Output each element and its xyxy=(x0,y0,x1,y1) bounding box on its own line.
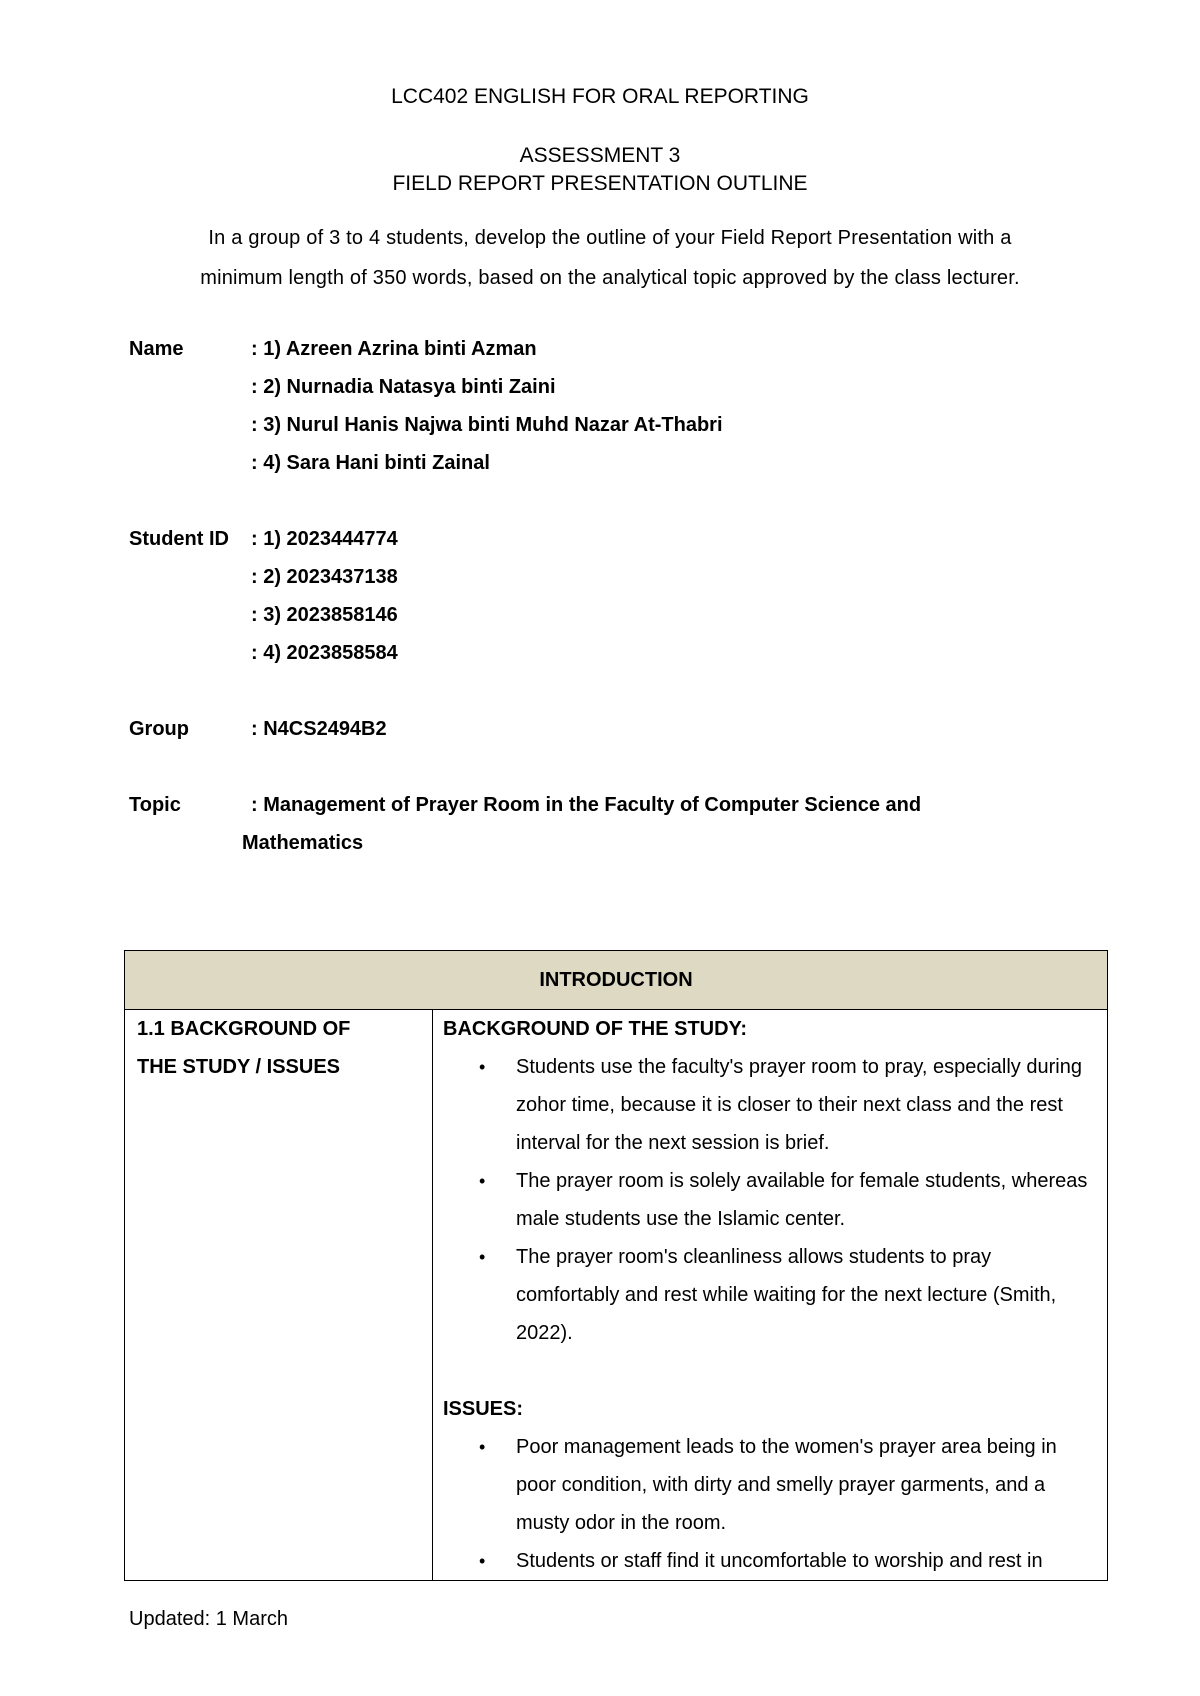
table-header-introduction: INTRODUCTION xyxy=(125,951,1108,1010)
section-label-line-1: 1.1 BACKGROUND OF xyxy=(137,1018,351,1040)
outline-title: FIELD REPORT PRESENTATION OUTLINE xyxy=(392,172,808,195)
student-id-values xyxy=(251,520,398,672)
student-id-value: : 3) 2023858146 xyxy=(251,604,398,626)
list-item-text: Students use the faculty's prayer room to pray, especially during zohor time, because it is closer to their next class and the rest interval for the next session is brief. xyxy=(516,1056,1082,1154)
section-content-cell xyxy=(433,1010,1108,1581)
topic-line-1: : Management of Prayer Room in the Faculty of Computer Science and xyxy=(251,794,922,816)
section-label-line-2: THE STUDY / ISSUES xyxy=(137,1056,341,1078)
spacer xyxy=(443,1352,1097,1390)
name-values xyxy=(251,330,723,482)
group-label: Group xyxy=(129,718,189,740)
name-label: Name xyxy=(129,338,184,360)
group-value: : N4CS2494B2 xyxy=(251,718,387,740)
issues-list xyxy=(443,1428,1097,1580)
table-row xyxy=(125,1010,1108,1581)
name-value: : 1) Azreen Azrina binti Azman xyxy=(251,338,537,360)
issues-heading: ISSUES: xyxy=(443,1398,524,1420)
list-item-text: The prayer room's cleanliness allows students to pray comfortably and rest while waiting for the next lecture (Smith, 2022). xyxy=(516,1246,1057,1344)
topic-value xyxy=(242,786,1151,862)
list-item xyxy=(479,1162,1097,1238)
instructions-line-1: In a group of 3 to 4 students, develop the outline of your Field Report Presentation with a xyxy=(208,227,1012,249)
list-item-text: The prayer room is solely available for female students, whereas male students use the Islamic center. xyxy=(516,1170,1088,1230)
assessment-number: ASSESSMENT 3 xyxy=(519,144,681,167)
student-id-value: : 2) 2023437138 xyxy=(251,566,398,588)
topic-line-2: Mathematics xyxy=(242,832,364,854)
student-id-value: : 4) 2023858584 xyxy=(251,642,398,664)
outline-table xyxy=(124,950,1108,1581)
list-item-text: Poor management leads to the women's prayer area being in poor condition, with dirty and smelly prayer garments, and a musty odor in the room. xyxy=(516,1436,1057,1534)
footer-updated: Updated: 1 March xyxy=(129,1608,288,1630)
bullet-icon: • xyxy=(479,1171,486,1191)
list-item xyxy=(479,1428,1097,1542)
instructions-line-2: minimum length of 350 words, based on the analytical topic approved by the class lecturer. xyxy=(200,267,1020,289)
list-item xyxy=(479,1048,1097,1162)
section-label-cell xyxy=(125,1010,433,1581)
bullet-icon: • xyxy=(479,1437,486,1457)
topic-label: Topic xyxy=(129,794,181,816)
bullet-icon: • xyxy=(479,1551,486,1571)
background-list xyxy=(443,1048,1097,1352)
assessment-title-block xyxy=(0,142,1200,198)
list-item xyxy=(479,1542,1097,1580)
background-heading: BACKGROUND OF THE STUDY: xyxy=(443,1018,748,1040)
instructions xyxy=(160,218,1060,298)
list-item xyxy=(479,1238,1097,1352)
student-id-value: : 1) 2023444774 xyxy=(251,528,398,550)
bullet-icon: • xyxy=(479,1247,486,1267)
student-id-label: Student ID xyxy=(129,528,229,550)
name-value: : 4) Sara Hani binti Zainal xyxy=(251,452,490,474)
course-title: LCC402 ENGLISH FOR ORAL REPORTING xyxy=(391,85,809,108)
name-value: : 2) Nurnadia Natasya binti Zaini xyxy=(251,376,556,398)
list-item-text: Students or staff find it uncomfortable to worship and rest in xyxy=(516,1550,1043,1572)
bullet-icon: • xyxy=(479,1057,486,1077)
name-value: : 3) Nurul Hanis Najwa binti Muhd Nazar At-Thabri xyxy=(251,414,723,436)
